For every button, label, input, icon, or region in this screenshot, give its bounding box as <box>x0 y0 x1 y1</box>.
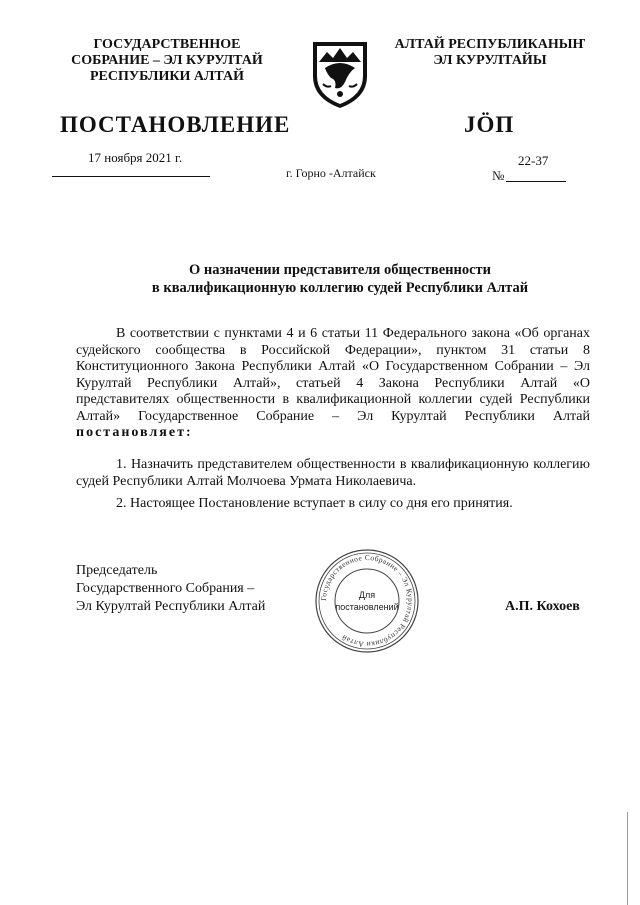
header-left-org <box>52 37 282 85</box>
preamble-paragraph <box>76 326 590 442</box>
doc-number: 22-37 <box>518 153 549 168</box>
preamble-text: В соответствии с пунктами 4 и 6 статьи 11 Федерального закона «Об органах судейского сообщества в Российской Федерации», пунктом 31 статьи 8 Конституционного Закона Республики Алтай «О Государственном Собрании – Эл Курултай Республики Алтай», статьей 4 Закона Республики Алтай «О представителях общественности в квалификационной коллегии судей Республики Алтай» Государственное Собрание – Эл Курултай Республики Алтай <box>76 326 590 424</box>
item-1: 1. Назначить представителем общественности в квалификационную коллегию судей Республики Алтай Молчоева Урмата Николаевича. <box>76 457 590 489</box>
header-left-line: СОБРАНИЕ – ЭЛ КУРУЛТАЙ <box>71 53 263 68</box>
stamp-ring-path: Государственное Собрание – Эл Курултай Республики Алтай <box>318 552 416 650</box>
doc-type-ru: ПОСТАНОВЛЕНИЕ <box>60 112 291 137</box>
doc-title-line: О назначении представителя общественности <box>188 262 492 278</box>
doc-city: г. Горно -Алтайск <box>286 166 376 180</box>
scan-edge-line <box>627 812 628 905</box>
item-2: 2. Настоящее Постановление вступает в силу со дня его принятия. <box>116 496 513 511</box>
header-left-line: РЕСПУБЛИКИ АЛТАЙ <box>89 69 245 84</box>
signatory-name: А.П. Кохоев <box>505 599 580 614</box>
header-right-line: ЭЛ КУРУЛТАЙЫ <box>433 53 547 68</box>
number-underline <box>506 181 566 182</box>
doc-title <box>60 261 620 297</box>
official-stamp <box>313 547 421 655</box>
doc-date: 17 ноября 2021 г. <box>88 150 183 165</box>
doc-title-line: в квалификационную коллегию судей Республики Алтай <box>151 280 529 296</box>
signatory-position <box>76 562 265 616</box>
resolves-word: постановляет: <box>76 425 193 440</box>
stamp-ring-text <box>319 553 415 649</box>
position-line: Государственного Собрания – <box>76 581 255 596</box>
header-right-line: АЛТАЙ РЕСПУБЛИКАНЫҤ <box>394 37 586 52</box>
header-right-org <box>385 37 595 69</box>
header-left-line: ГОСУДАРСТВЕННОЕ <box>93 37 241 52</box>
emblem <box>305 38 375 110</box>
emblem-icon <box>305 38 375 110</box>
stamp-seal <box>313 547 421 655</box>
doc-type-alt: JӦП <box>464 112 515 137</box>
position-line: Эл Курултай Республики Алтай <box>76 599 266 614</box>
doc-number-prefix: № <box>492 168 505 183</box>
position-line: Председатель <box>76 563 158 578</box>
stamp-center-line: постановлений <box>335 602 399 612</box>
date-underline <box>52 176 210 177</box>
stamp-center-line: Для <box>358 590 376 600</box>
